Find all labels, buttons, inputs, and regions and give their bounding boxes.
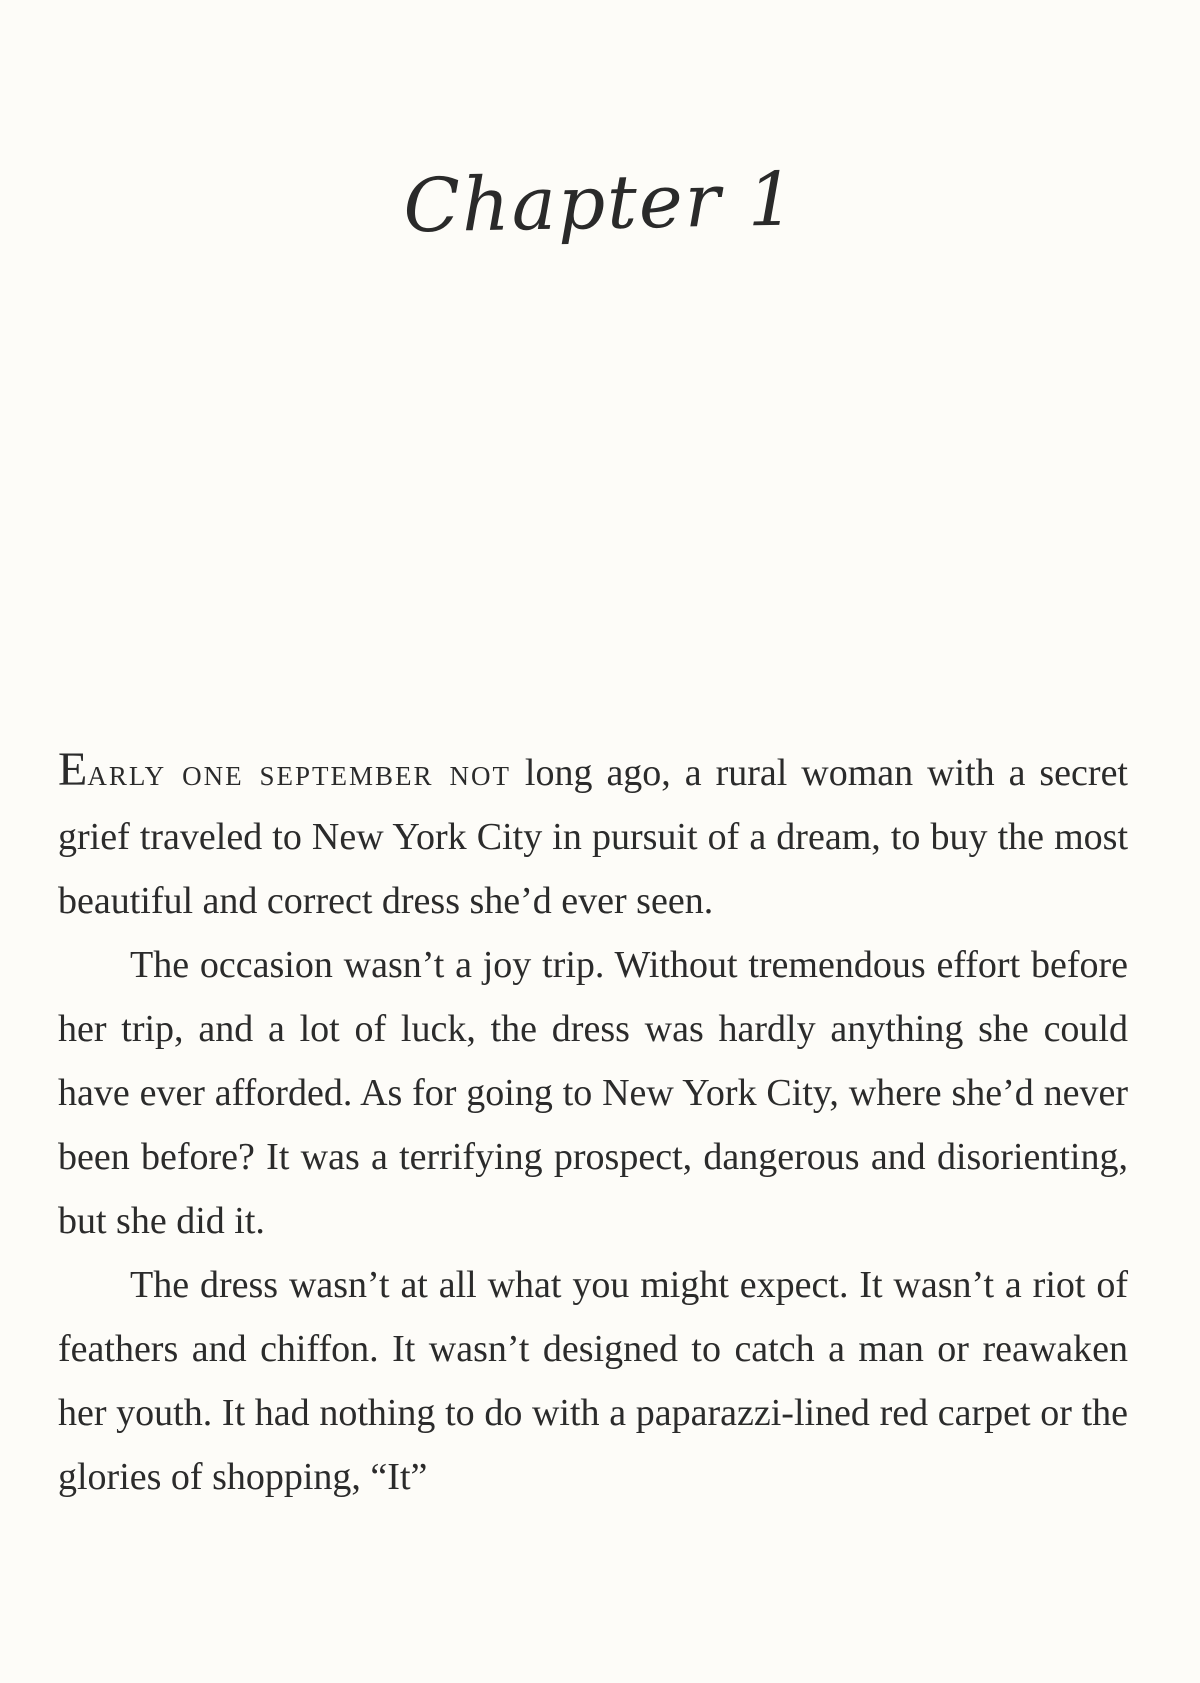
initial-letter: E	[58, 743, 88, 796]
paragraph-3: The dress wasn’t at all what you might expect. It wasn’t a riot of feathers and chiffon. It wasn’t designed to catch a man or reawaken her youth. It had nothing to do with a paparazzi-lined red carpet or the glories of shopping, “It”	[58, 1264, 1128, 1498]
paragraph-1-text: long ago, a rural woman with a secret grief traveled to New York City in pursuit of a dream, to buy the most beautiful and correct dress she’d ever seen.	[58, 752, 1128, 922]
paragraph-1	[58, 738, 1128, 933]
small-caps-lead-in: arly one september not	[87, 752, 511, 794]
chapter-heading: Chapter 1	[402, 156, 798, 250]
chapter-body	[58, 738, 1128, 1509]
paragraph-2: The occasion wasn’t a joy trip. Without tremendous effort before her trip, and a lot of luck, the dress was hardly anything she could have ever afforded. As for going to New York City, where she’d never been before? It was a terrifying prospect, dangerous and disorienting, but she did it.	[58, 944, 1128, 1242]
